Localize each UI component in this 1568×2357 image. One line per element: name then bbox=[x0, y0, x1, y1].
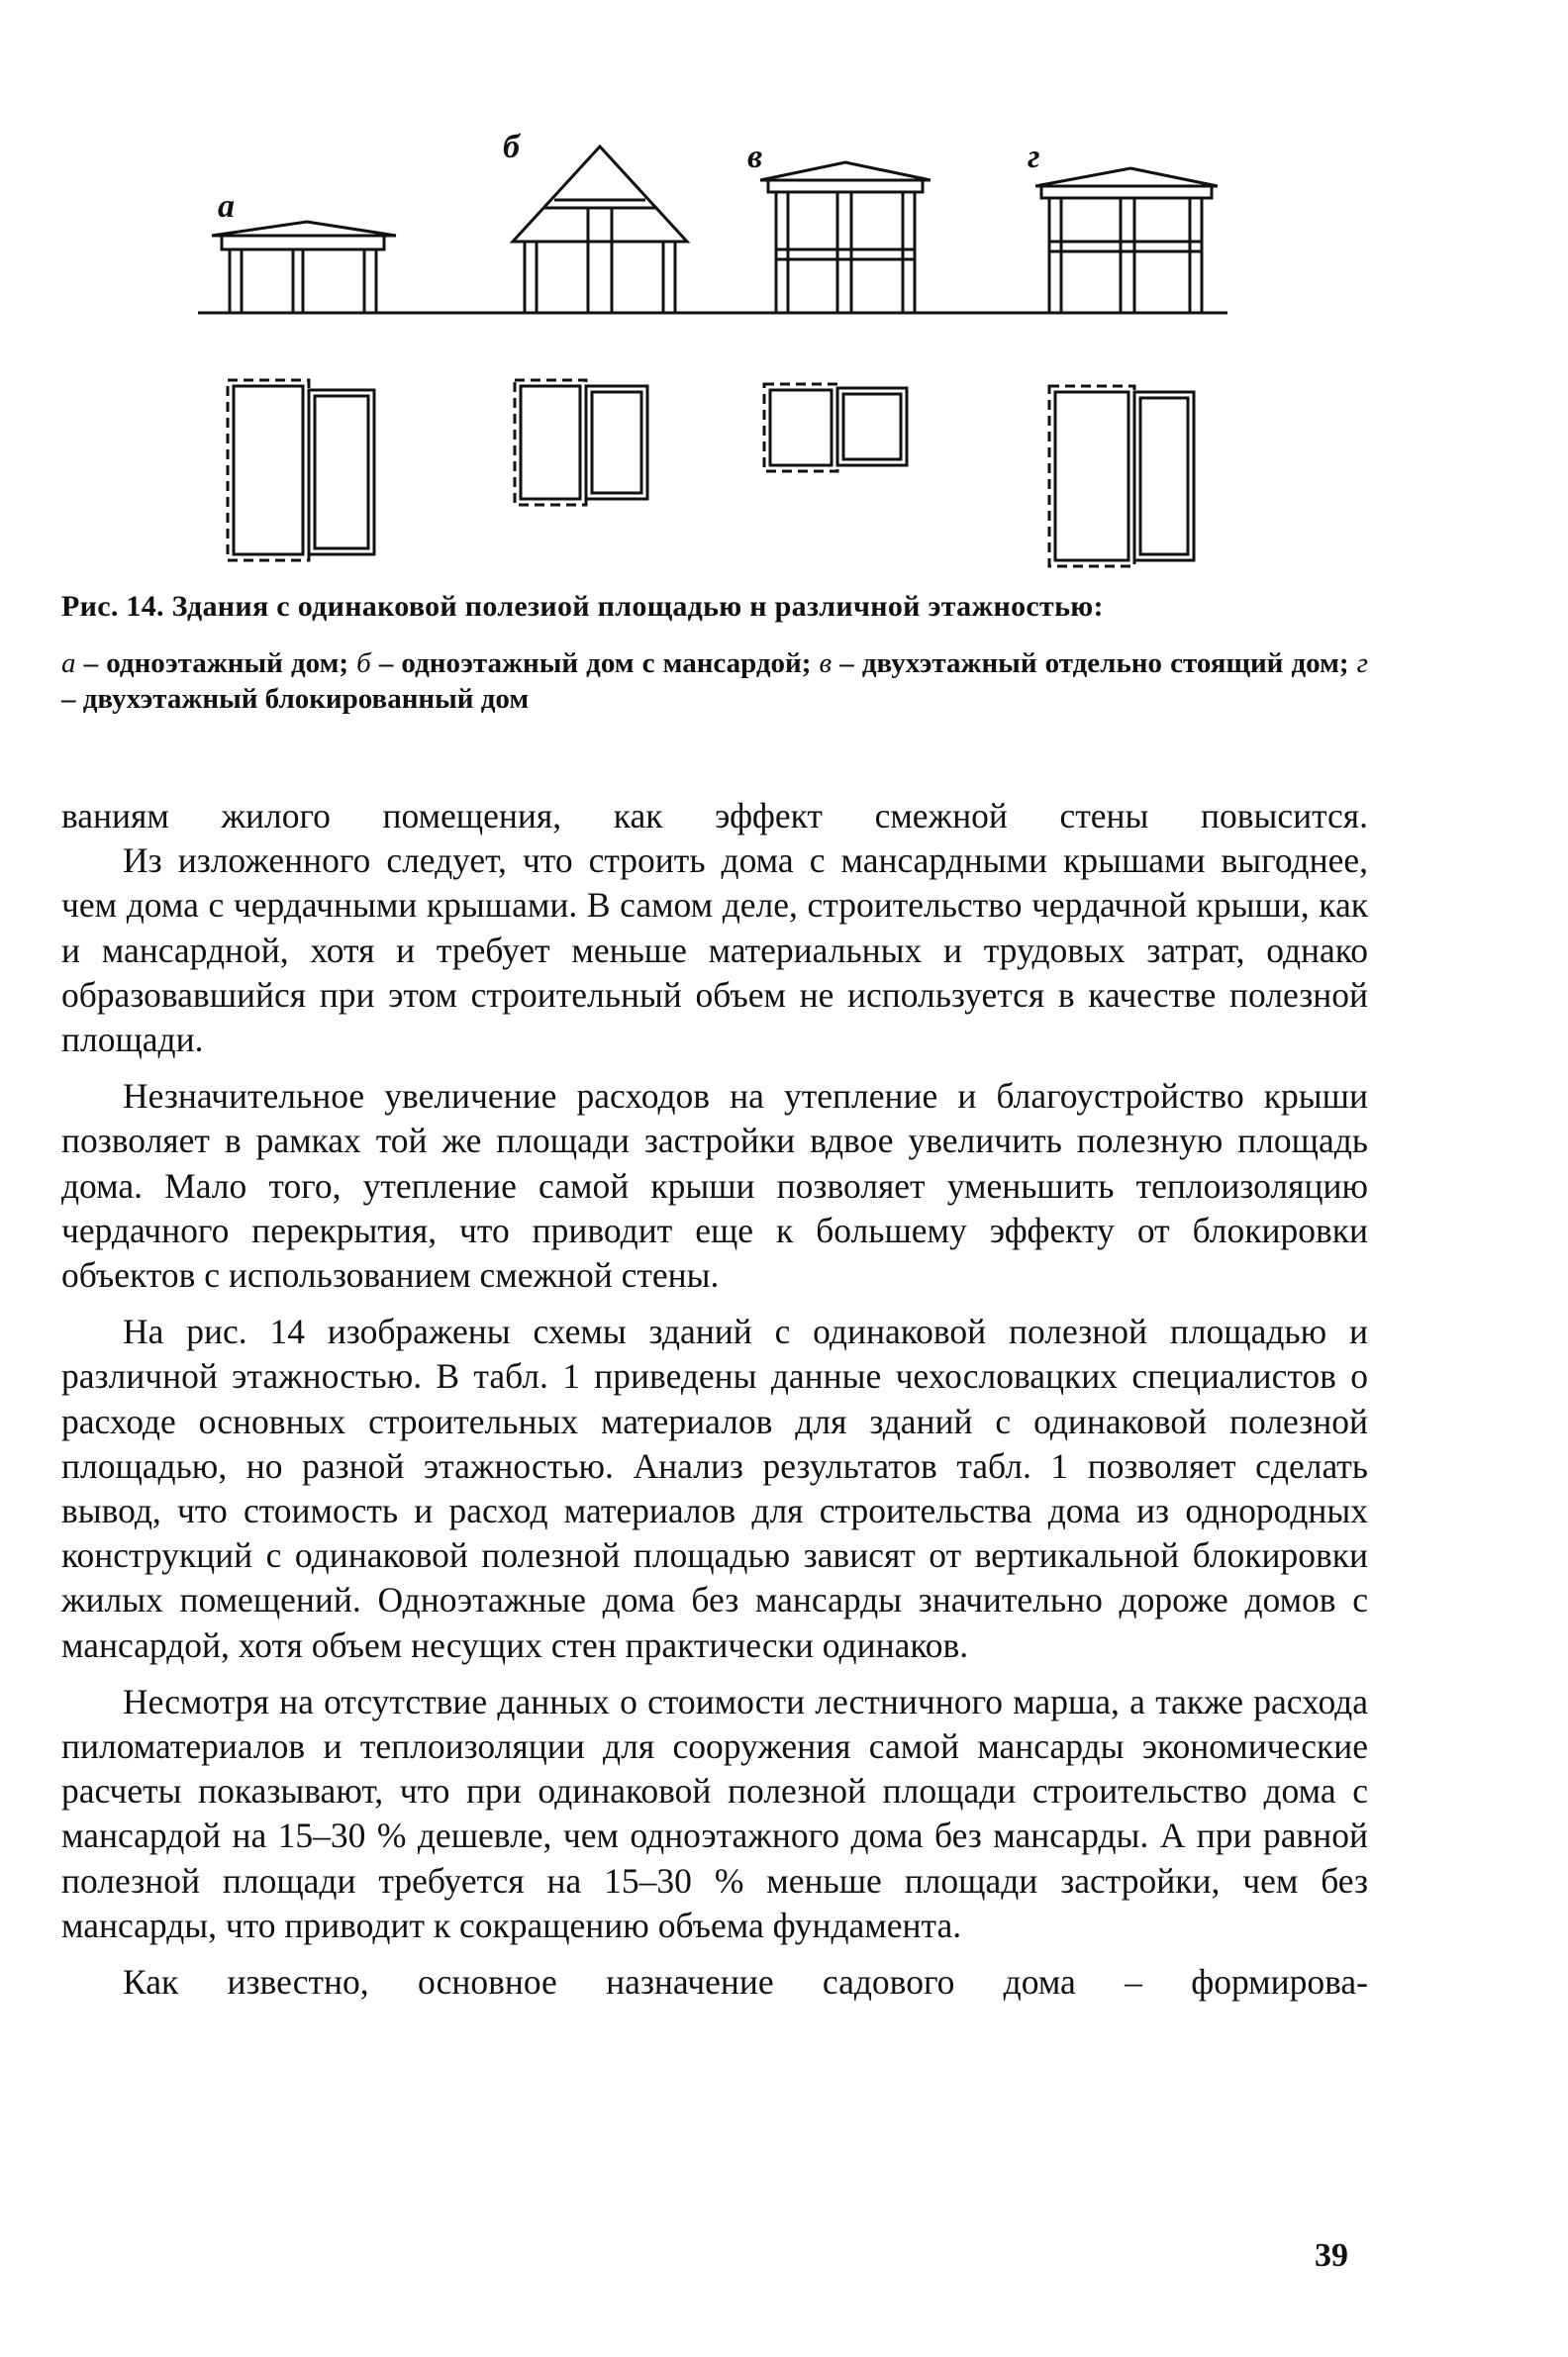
elevation-g bbox=[1035, 168, 1218, 313]
elevation-b bbox=[513, 147, 687, 313]
legend-text-b: – одноэтажный дом с мансардой; bbox=[370, 647, 820, 679]
legend-key-v: в bbox=[819, 647, 833, 679]
legend-key-b: б bbox=[356, 647, 371, 679]
elevation-v bbox=[760, 162, 931, 313]
label-v: в bbox=[747, 139, 763, 175]
label-g: г bbox=[1028, 139, 1040, 175]
paragraph-4: На рис. 14 изображены схемы зданий с одинаковой полезной площадью и различной этажностью. В табл. 1 приведены данные чехословацких специалистов о расходе основных строительных материалов для зданий с одинаковой полезной площадью, но разной этажностью. Анализ результатов табл. 1 позволяет сделать вывод, что стоимость и расход материалов для строительства дома из однородных конструкций с одинаковой полезной площадью зависят от вертикальной блокировки жилых помещений. Одноэтажные дома без мансарды значительно дороже домов с мансардой, хотя объем несущих стен практически одинаков. bbox=[61, 1312, 1368, 1665]
label-b: б bbox=[503, 129, 520, 165]
page-number: 39 bbox=[1315, 2237, 1348, 2274]
figure-14 bbox=[198, 119, 1227, 584]
paragraph-1: ваниям жилого помещения, как эффект смежной стены повысится. bbox=[61, 796, 1368, 835]
figure-caption bbox=[61, 590, 1368, 717]
paragraph-6: Как известно, основное назначение садового дома – формирова- bbox=[123, 1962, 1368, 2003]
legend-text-g: – двухэтажный блокированный дом bbox=[61, 683, 530, 715]
elevation-a bbox=[212, 222, 396, 313]
building-schemes-diagram bbox=[198, 119, 1227, 584]
paragraph-3: Незначительное увеличение расходов на утепление и благоустройство крыши позволяет в рамках той же площади застройки вдвое увеличить полезную площадь дома. Мало того, утепление самой крыши позволяет уменьшить теплоизоляцию чердачного перекрытия, что приводит еще к большему эффекту от блокировки объектов с использованием смежной стены. bbox=[61, 1076, 1368, 1296]
paragraph-5: Несмотря на отсутствие данных о стоимости лестничного марша, а также расхода пиломатериалов и теплоизоляции для сооружения самой мансарды экономические расчеты показывают, что при одинаковой полезной площади строительство дома с мансардой на 15–30 % дешевле, чем одноэтажного дома без мансарды. А при равной полезной площади требуется на 15–30 % меньше площади застройки, чем без мансарды, что приводит к сокращению объема фундамента. bbox=[61, 1681, 1368, 1945]
plan-b bbox=[515, 380, 647, 505]
legend-key-g: г bbox=[1356, 647, 1368, 679]
caption-title: Рис. 14. Здания с одинаковой полезиой площадью н различной этажностью: bbox=[61, 590, 1104, 623]
plan-g bbox=[1049, 386, 1194, 566]
plan-a bbox=[228, 380, 374, 560]
plan-v bbox=[764, 384, 907, 471]
body-text bbox=[61, 794, 1368, 2005]
label-a: а bbox=[218, 188, 235, 225]
legend-text-a: – одноэтажный дом; bbox=[75, 647, 357, 679]
legend-key-a: а bbox=[61, 647, 76, 679]
paragraph-2: Из изложенного следует, что строить дома с мансардными крышами выгоднее, чем дома с чердачными крышами. В самом деле, строительство чердачной крыши, как и мансардной, хотя и требует меньше материальных и трудовых затрат, однако образовавшийся при этом строительный объем не используется в качестве полезной площади. bbox=[61, 840, 1368, 1060]
legend-text-v: – двухэтажный отдельно стоящий дом; bbox=[832, 647, 1357, 679]
caption-legend bbox=[61, 645, 1368, 717]
